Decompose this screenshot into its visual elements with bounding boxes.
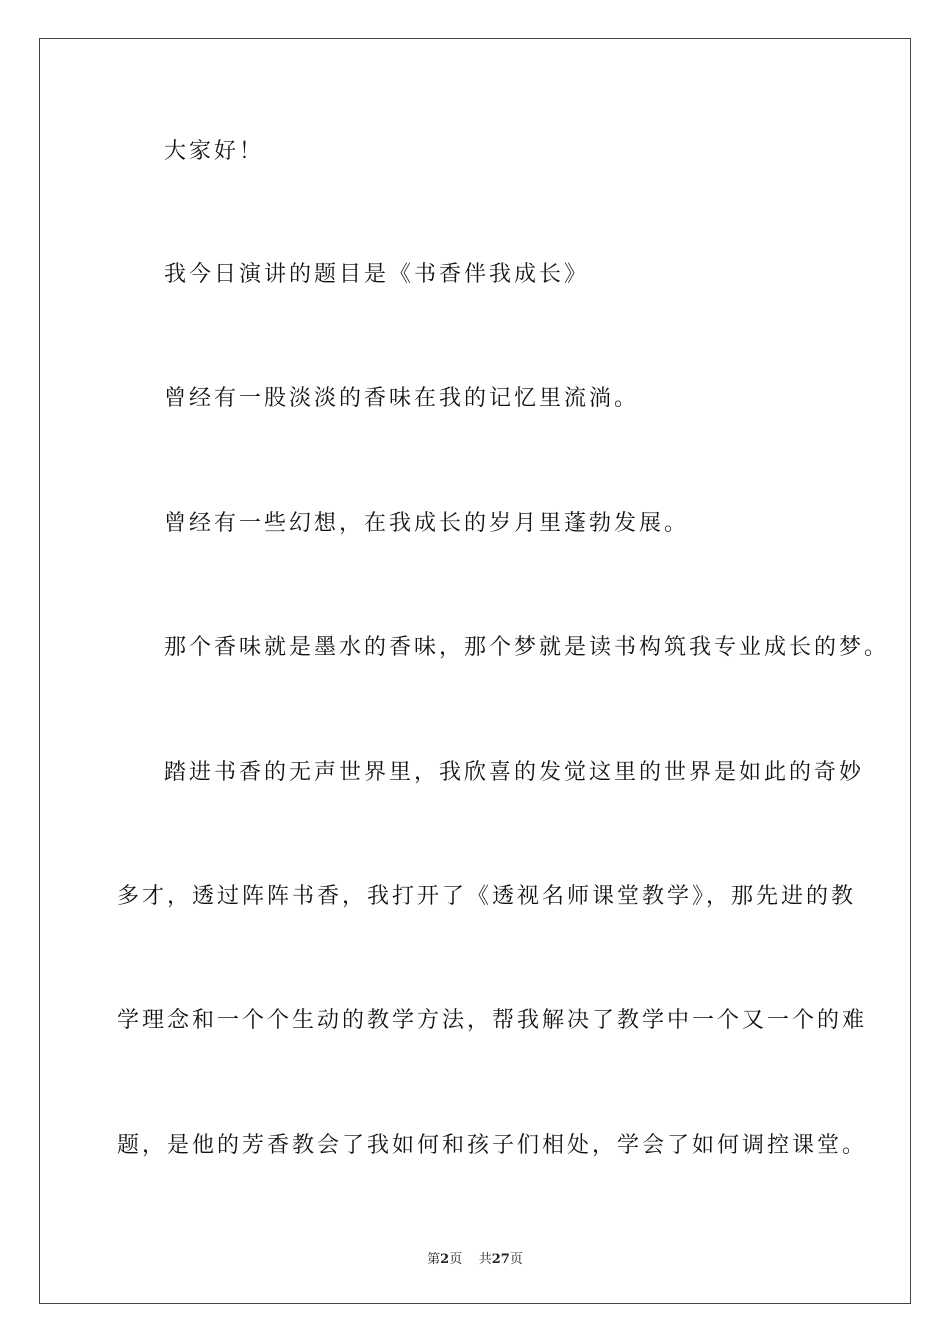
total-suffix: 页 [509, 1252, 523, 1267]
page-prefix: 第 [427, 1252, 441, 1267]
paragraph-fantasy: 曾经有一些幻想，在我成长的岁月里蓬勃发展。 [164, 511, 690, 536]
paragraph-fragrance: 曾经有一股淡淡的香味在我的记忆里流淌。 [164, 386, 640, 411]
paragraph-dream: 那个香味就是墨水的香味，那个梦就是读书构筑我专业成长的梦。 [164, 635, 890, 660]
page-suffix: 页 [449, 1252, 463, 1267]
page-frame [39, 38, 911, 1304]
paragraph-world-line3: 学理念和一个个生动的教学方法，帮我解决了教学中一个又一个的难 [117, 1008, 868, 1033]
page-footer [0, 1248, 950, 1267]
total-pages: 27 [491, 1252, 510, 1267]
paragraph-title: 我今日演讲的题目是《书香伴我成长》 [164, 262, 590, 287]
total-prefix: 共 [478, 1252, 492, 1267]
paragraph-world-line2: 多才，透过阵阵书香，我打开了《透视名师课堂教学》，那先进的教 [117, 884, 857, 909]
page-number: 2 [440, 1252, 450, 1267]
paragraph-greeting: 大家好！ [164, 139, 265, 164]
paragraph-world-line4: 题，是他的芳香教会了我如何和孩子们相处，学会了如何调控课堂。 [117, 1133, 868, 1158]
paragraph-world-line1: 踏进书香的无声世界里，我欣喜的发觉这里的世界是如此的奇妙 [164, 760, 865, 785]
